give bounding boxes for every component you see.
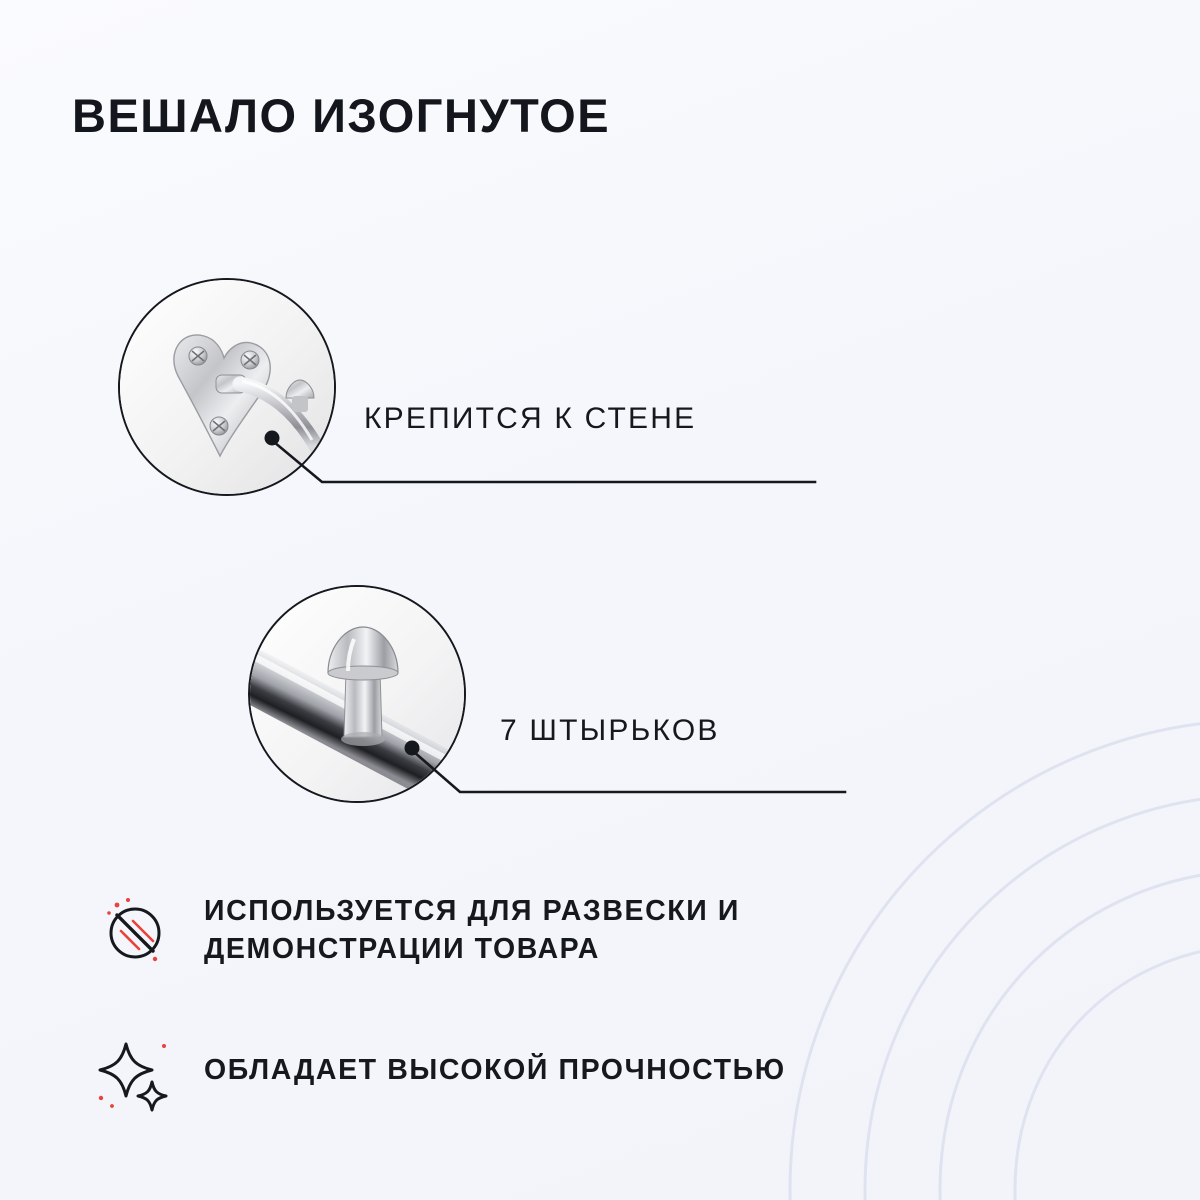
feature-text-2: ОБЛАДАЕТ ВЫСОКОЙ ПРОЧНОСТЬЮ xyxy=(204,1054,786,1087)
bubble-wall-mount xyxy=(118,278,336,496)
bracket-wall-plate-photo xyxy=(120,280,334,494)
callout-label-wall-mount: КРЕПИТСЯ К СТЕНЕ xyxy=(364,402,697,435)
hanger-pin-closeup-photo xyxy=(250,587,464,801)
bubble-pins xyxy=(248,585,466,803)
no-iron-icon xyxy=(92,888,178,974)
feature-text-1: ИСПОЛЬЗУЕТСЯ ДЛЯ РАЗВЕСКИ И ДЕМОНСТРАЦИИ ТОВАРА xyxy=(204,895,740,965)
page-title: ВЕШАЛО ИЗОГНУТОЕ xyxy=(72,89,611,142)
callout-label-pins: 7 ШТЫРЬКОВ xyxy=(500,714,720,747)
feature-row-2 xyxy=(92,1028,786,1114)
sparkle-icon xyxy=(92,1028,178,1114)
feature-row-1 xyxy=(92,888,964,974)
